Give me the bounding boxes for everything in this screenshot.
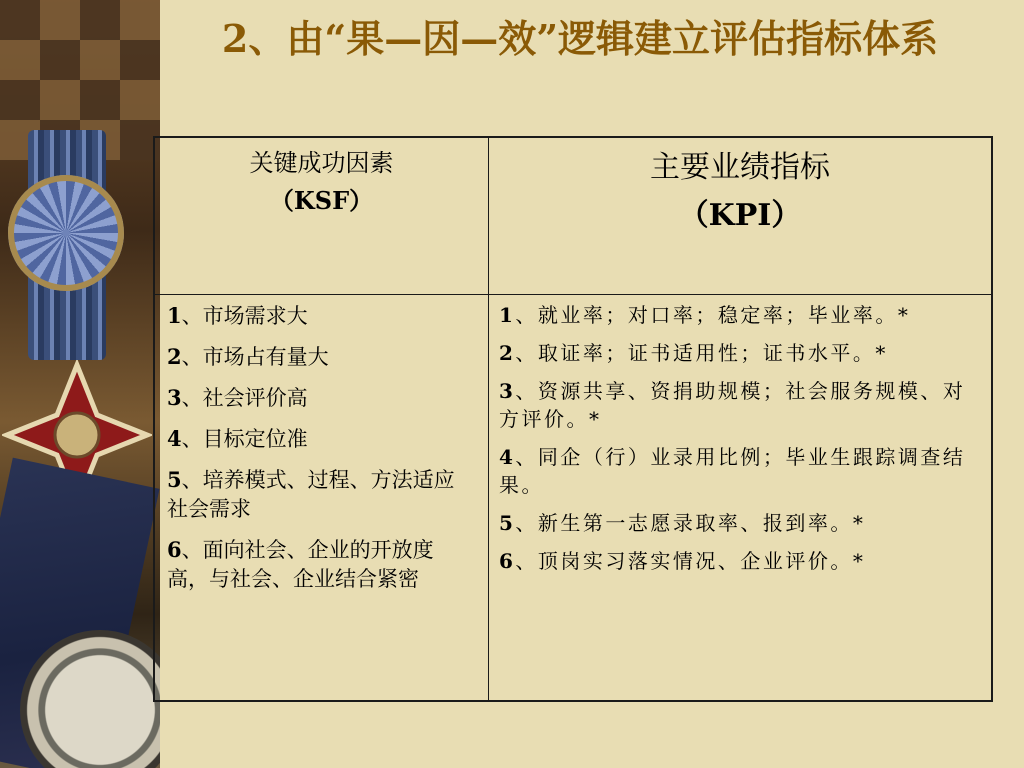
ksf-item: 6、面向社会、企业的开放度高，与社会、企业结合紧密 [167, 537, 434, 591]
ksf-header-cell [155, 138, 489, 295]
kpi-header-title: 主要业绩指标 [650, 150, 830, 185]
ksf-item: 1、市场需求大 [167, 303, 308, 328]
ksf-item: 5、培养模式、过程、方法适应社会需求 [167, 467, 455, 521]
kpi-item: 3、资源共享、资捐助规模；社会服务规模、对方评价。* [499, 379, 966, 431]
kpi-item: 1、就业率；对口率；稳定率；毕业率。* [499, 303, 911, 327]
ksf-list-cell [155, 295, 489, 700]
kpi-header-abbr: （KPI） [678, 198, 802, 233]
ksf-item: 4、目标定位准 [167, 426, 308, 451]
ksf-item: 3、社会评价高 [167, 385, 308, 410]
kpi-list-cell [489, 295, 991, 700]
kpi-item: 5、新生第一志愿录取率、报到率。* [499, 511, 866, 535]
ksf-header-title: 关键成功因素 [249, 149, 394, 177]
ksf-item: 2、市场占有量大 [167, 344, 329, 369]
kpi-item: 4、同企（行）业录用比例；毕业生跟踪调查结果。 [499, 445, 966, 497]
ksf-kpi-table [153, 136, 993, 702]
decorative-medal-image [0, 0, 160, 768]
medal-rosette [8, 175, 124, 291]
slide-title: 2、由“果—因—效”逻辑建立评估指标体系 [221, 16, 939, 61]
kpi-item: 6、顶岗实习落实情况、企业评价。* [499, 549, 866, 573]
ksf-header-abbr: （KSF） [269, 186, 374, 215]
kpi-header-cell [489, 138, 991, 295]
kpi-item: 2、取证率；证书适用性；证书水平。* [499, 341, 888, 365]
